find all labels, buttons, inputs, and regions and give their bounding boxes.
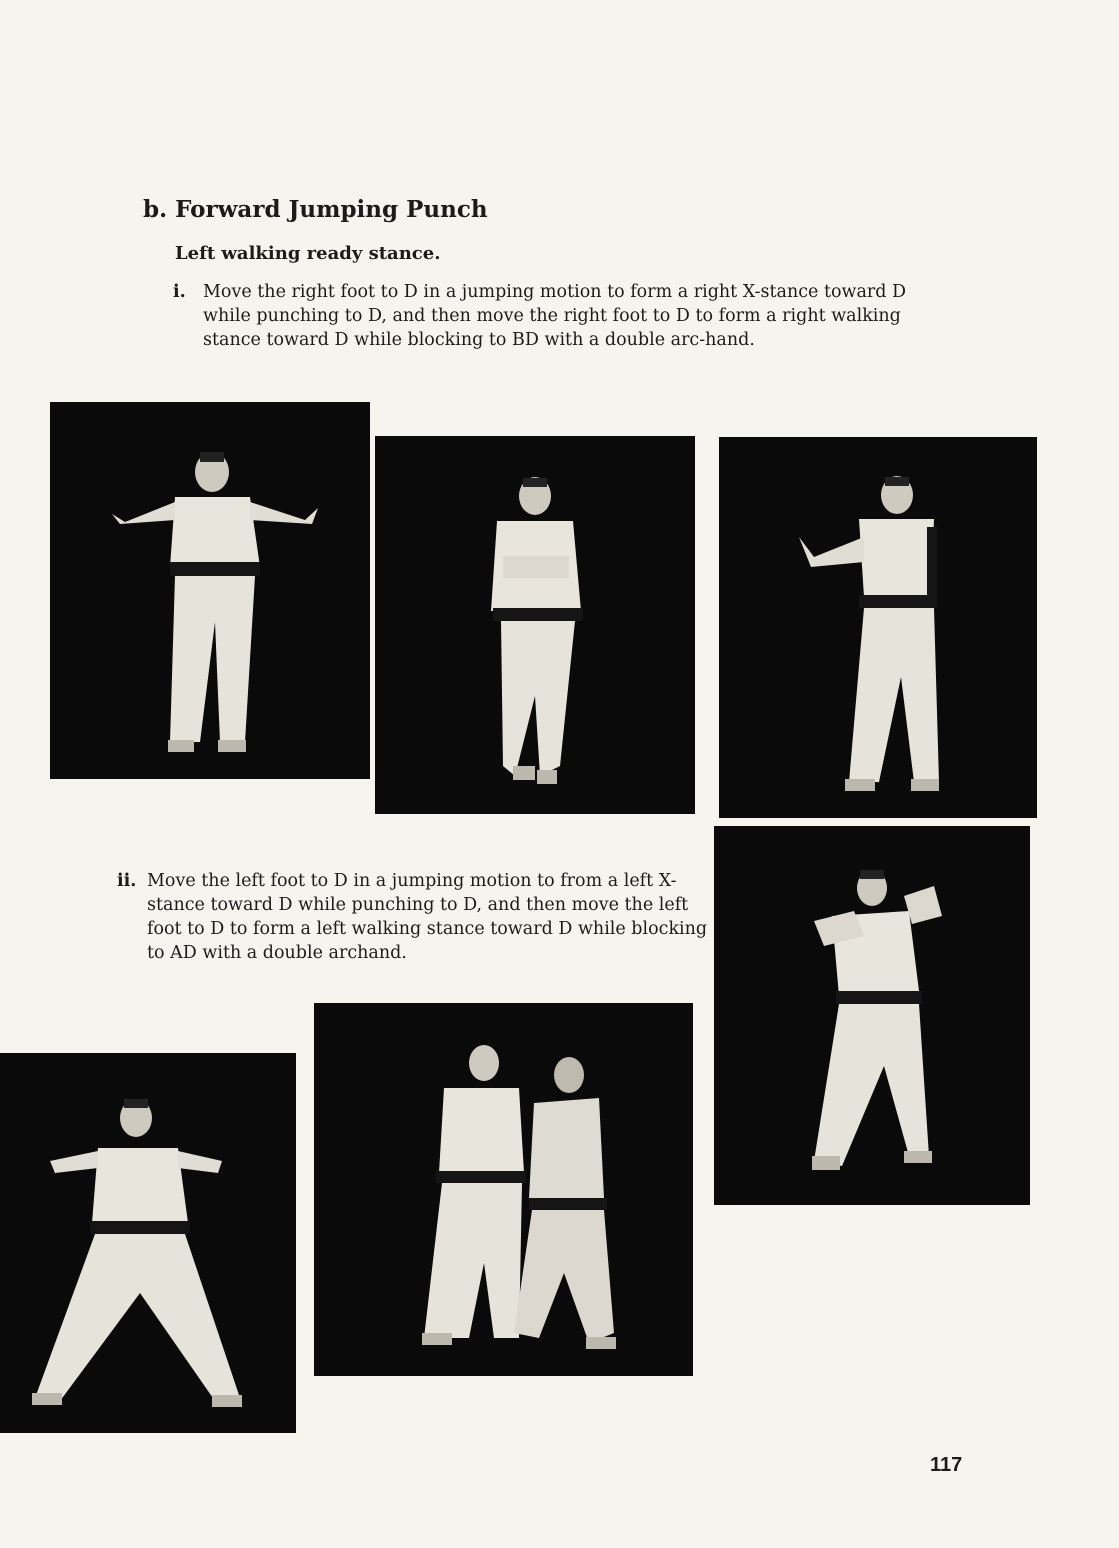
photo-left-stance-open	[0, 1053, 296, 1433]
photo-ready-stance	[50, 402, 370, 779]
stance-heading: Left walking ready stance.	[175, 243, 441, 264]
photo-paired-application	[314, 1003, 693, 1376]
step-ii	[117, 869, 717, 965]
step-marker: i.	[173, 282, 186, 302]
step-text: Move the left foot to D in a jumping motion to from a left X-stance toward D while punching to D, and then move the left foot to D to form a left walking stance toward D while blocking to AD with a double archand.	[147, 871, 708, 963]
step-marker: ii.	[117, 871, 137, 891]
section-title: b. Forward Jumping Punch	[143, 196, 488, 223]
photo-left-x-stance-punch	[714, 826, 1030, 1205]
step-i	[173, 280, 913, 352]
photo-arc-hand-block	[719, 437, 1037, 818]
photo-x-stance-punch	[375, 436, 695, 814]
page-number: 117	[930, 1454, 963, 1476]
step-text: Move the right foot to D in a jumping motion to form a right X-stance toward D while punching to D, and then move the right foot to D to form a right walking stance toward D while blocking to BD with a double arc-hand.	[203, 282, 907, 350]
